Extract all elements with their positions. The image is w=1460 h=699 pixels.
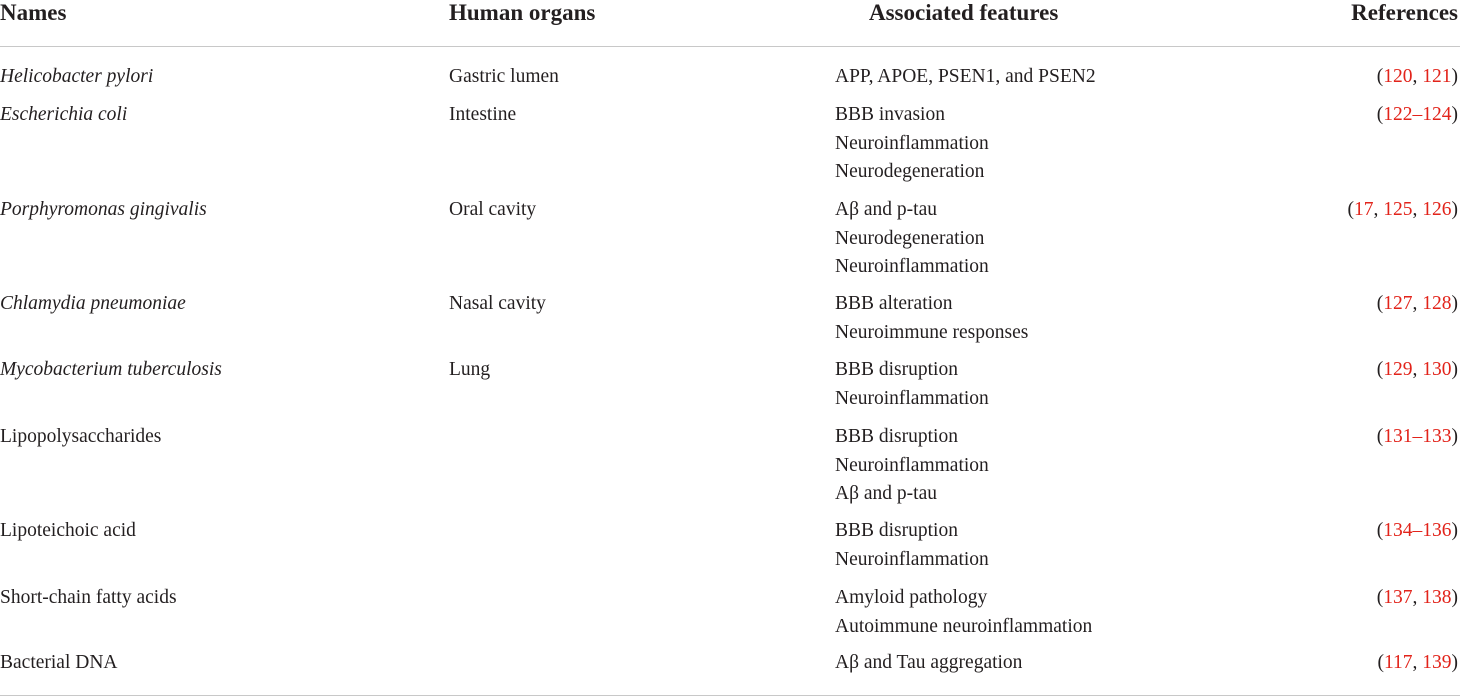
ref-open-paren: ( [1376, 293, 1384, 314]
row-features [835, 423, 989, 509]
row-references [1377, 423, 1458, 452]
ref-close-paren: ) [1451, 199, 1458, 220]
reference-link[interactable]: 139 [1422, 652, 1452, 673]
reference-link[interactable]: 127 [1383, 293, 1413, 314]
row-references [1377, 356, 1458, 385]
feature-item: Aβ and p-tau [835, 483, 937, 504]
ref-separator: , [1412, 199, 1423, 220]
ref-separator: , [1412, 587, 1423, 608]
reference-link[interactable]: 126 [1422, 199, 1452, 220]
ref-separator: , [1373, 199, 1384, 220]
row-features [835, 63, 1096, 92]
ref-open-paren: ( [1376, 587, 1384, 608]
header-references: References [1351, 0, 1458, 25]
ref-separator: , [1412, 66, 1423, 87]
feature-item: Neurodegeneration [835, 227, 985, 249]
ref-close-paren: ) [1451, 66, 1458, 87]
ref-close-paren: ) [1451, 520, 1458, 541]
row-organ: Oral cavity [449, 199, 537, 220]
row-name: Chlamydia pneumoniae [0, 293, 186, 314]
ref-open-paren: ( [1376, 104, 1384, 125]
ref-close-paren: ) [1451, 104, 1458, 125]
row-name: Escherichia coli [0, 104, 128, 125]
ref-open-paren: ( [1347, 199, 1354, 220]
feature-item: Amyloid pathology [835, 587, 988, 608]
ref-close-paren: ) [1451, 652, 1458, 673]
ref-close-paren: ) [1451, 359, 1458, 380]
header-associated-features: Associated features [869, 0, 1059, 25]
feature-item: BBB disruption [835, 520, 958, 541]
reference-link[interactable]: 120 [1383, 66, 1413, 87]
reference-link[interactable]: 134–136 [1383, 520, 1452, 541]
row-name: Lipopolysaccharides [0, 426, 162, 447]
table-header-row [0, 0, 1460, 47]
reference-link[interactable]: 122–124 [1383, 104, 1452, 125]
reference-link[interactable]: 125 [1383, 199, 1413, 220]
reference-link[interactable]: 129 [1383, 359, 1413, 380]
reference-link[interactable]: 17 [1354, 199, 1374, 220]
row-name: Bacterial DNA [0, 652, 118, 673]
row-references [1377, 101, 1458, 130]
row-features [835, 356, 989, 413]
row-references [1377, 290, 1458, 319]
ref-close-paren: ) [1451, 293, 1458, 314]
row-references [1377, 584, 1458, 613]
row-organ: Gastric lumen [449, 66, 559, 87]
header-names: Names [0, 0, 67, 25]
row-organ: Nasal cavity [449, 293, 546, 314]
ref-separator: , [1412, 359, 1423, 380]
ref-open-paren: ( [1376, 520, 1384, 541]
ref-close-paren: ) [1451, 426, 1458, 447]
feature-item: Neuroinflammation [835, 132, 989, 154]
ref-separator: , [1412, 293, 1423, 314]
row-features [835, 584, 1092, 641]
reference-link[interactable]: 137 [1383, 587, 1413, 608]
reference-link[interactable]: 128 [1422, 293, 1452, 314]
feature-item: Neuroinflammation [835, 256, 989, 277]
reference-link[interactable]: 130 [1422, 359, 1452, 380]
row-features [835, 649, 1022, 678]
feature-item: Neuroinflammation [835, 387, 989, 409]
feature-item: Neuroinflammation [835, 548, 989, 570]
feature-item: Neuroinflammation [835, 454, 989, 476]
reference-link[interactable]: 131–133 [1383, 426, 1452, 447]
ref-open-paren: ( [1376, 66, 1384, 87]
ref-open-paren: ( [1377, 652, 1384, 673]
row-name: Helicobacter pylori [0, 66, 154, 87]
feature-item: Aβ and p-tau [835, 199, 937, 220]
row-name: Lipoteichoic acid [0, 520, 136, 541]
row-organ: Intestine [449, 104, 517, 125]
feature-item: BBB disruption [835, 359, 958, 380]
feature-item: BBB invasion [835, 104, 945, 125]
reference-link[interactable]: 117 [1383, 652, 1413, 673]
table-bottom-rule [0, 695, 1460, 696]
feature-item: Neurodegeneration [835, 161, 985, 182]
row-features [835, 517, 989, 574]
ref-close-paren: ) [1451, 587, 1458, 608]
header-human-organs: Human organs [449, 0, 596, 25]
feature-item: Neuroimmune responses [835, 321, 1029, 343]
row-name: Porphyromonas gingivalis [0, 199, 207, 220]
row-name: Short-chain fatty acids [0, 587, 177, 608]
ref-open-paren: ( [1376, 359, 1384, 380]
row-references [1377, 517, 1458, 546]
reference-link[interactable]: 138 [1422, 587, 1452, 608]
row-references [1377, 649, 1458, 678]
reference-link[interactable]: 121 [1422, 66, 1452, 87]
ref-separator: , [1412, 652, 1423, 673]
row-features [835, 290, 1028, 347]
row-features [835, 196, 989, 282]
ref-open-paren: ( [1376, 426, 1384, 447]
row-organ: Lung [449, 359, 491, 380]
feature-item: Aβ and Tau aggregation [835, 652, 1023, 673]
row-references [1377, 63, 1458, 92]
feature-item: Autoimmune neuroinflammation [835, 615, 1093, 637]
feature-item: BBB alteration [835, 293, 953, 314]
feature-item: APP, APOE, PSEN1, and PSEN2 [835, 66, 1096, 87]
row-references [1348, 196, 1459, 225]
row-features [835, 101, 989, 187]
row-name: Mycobacterium tuberculosis [0, 359, 222, 380]
feature-item: BBB disruption [835, 426, 958, 447]
